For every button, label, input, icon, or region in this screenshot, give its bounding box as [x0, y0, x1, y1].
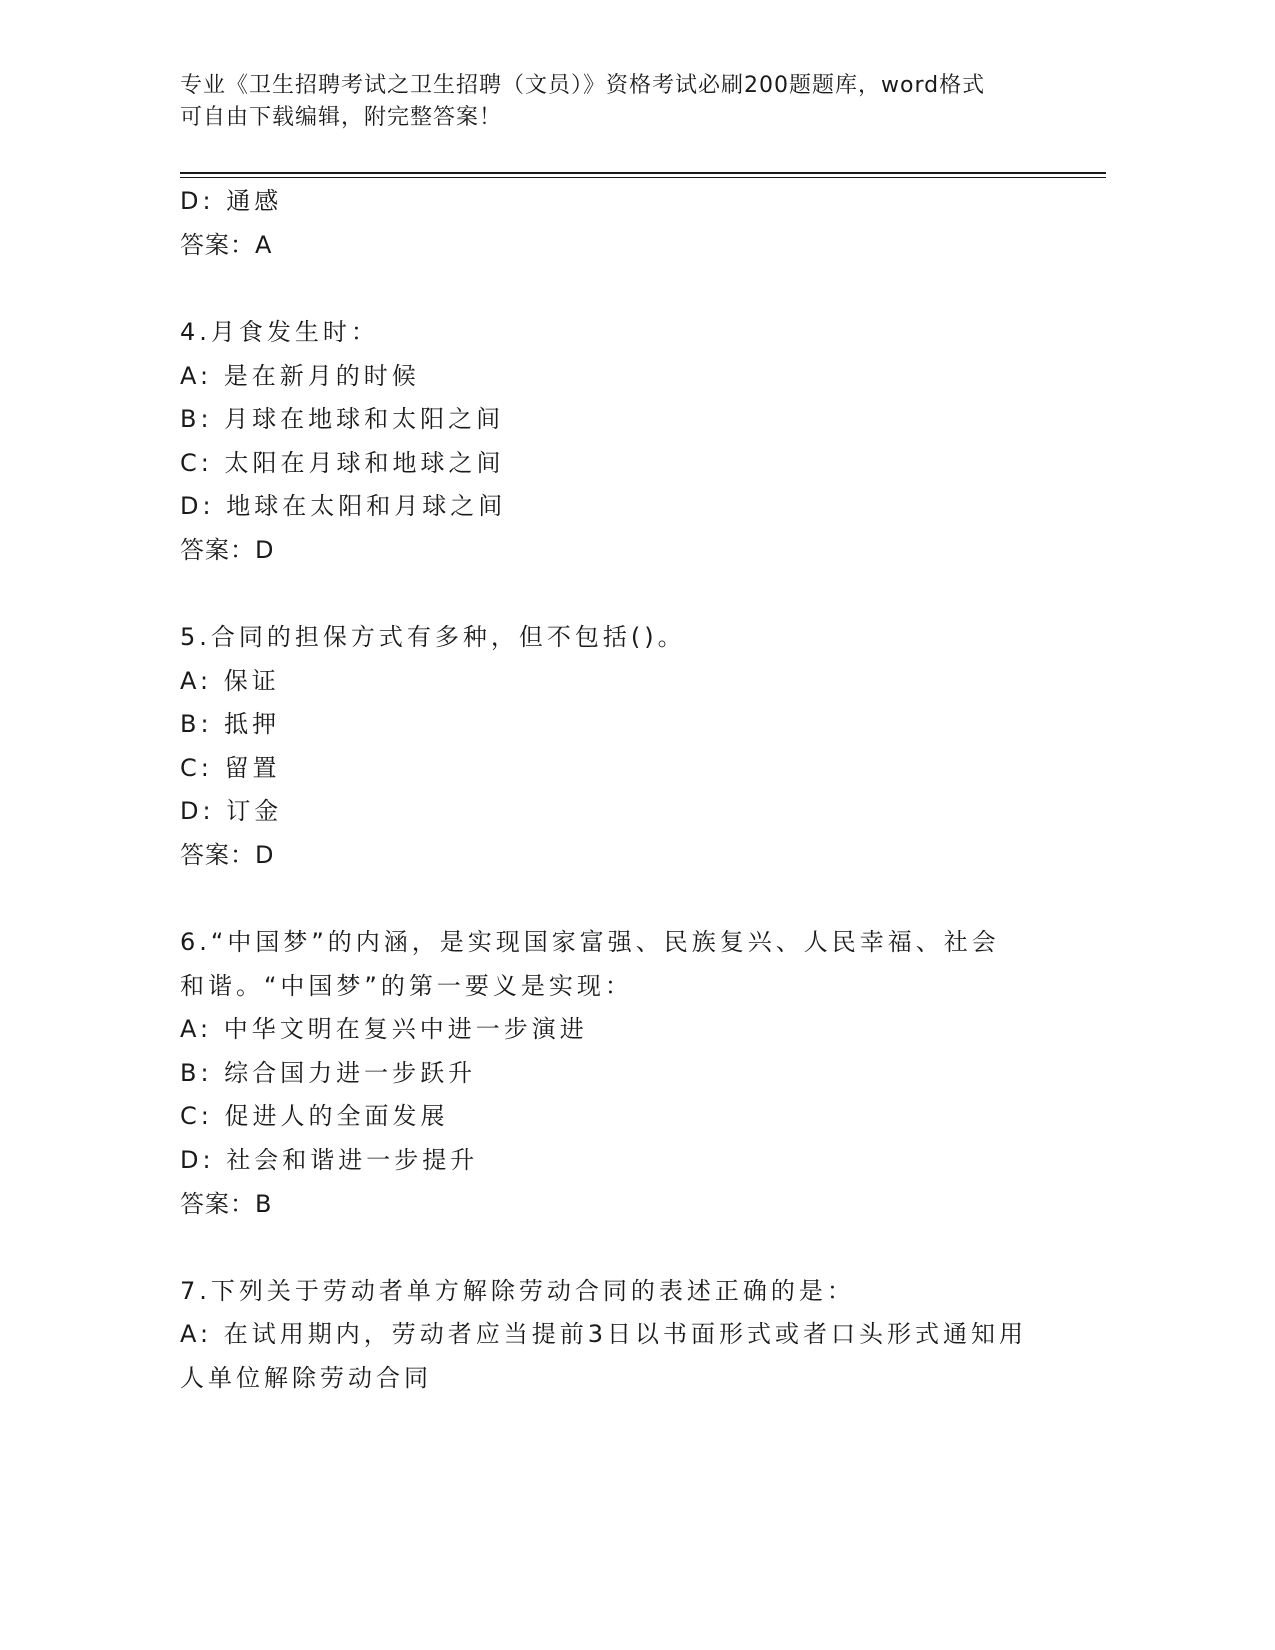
q6-option-b: B: 综合国力进一步跃升 — [180, 1059, 477, 1087]
header-line-2: 可自由下载编辑，附完整答案！ — [180, 105, 503, 130]
q6-option-d: D: 社会和谐进一步提升 — [180, 1146, 479, 1174]
q6-question-line-1: 6.“中国梦”的内涵，是实现国家富强、民族复兴、人民幸福、社会 — [180, 928, 1000, 956]
q3-option-d: D: 通感 — [180, 187, 283, 215]
q4-question: 4.月食发生时： — [180, 318, 379, 346]
q5-answer: 答案：D — [180, 841, 275, 869]
q6-question-line-2: 和谐。“中国梦”的第一要义是实现： — [180, 972, 633, 1000]
q7-option-a-line-1: A: 在试用期内，劳动者应当提前3日以书面形式或者口头形式通知用 — [180, 1320, 1027, 1348]
q3-answer: 答案：A — [180, 231, 273, 259]
q7-option-a-line-2: 人单位解除劳动合同 — [180, 1364, 432, 1392]
q5-option-a: A: 保证 — [180, 667, 280, 695]
header-line-1: 专业《卫生招聘考试之卫生招聘（文员）》资格考试必刷200题题库，word格式 — [180, 73, 986, 98]
q4-option-a: A: 是在新月的时候 — [180, 362, 420, 390]
q5-question: 5.合同的担保方式有多种，但不包括()。 — [180, 623, 686, 651]
q4-answer: 答案：D — [180, 536, 275, 564]
q4-option-d: D: 地球在太阳和月球之间 — [180, 492, 507, 520]
q4-option-c: C: 太阳在月球和地球之间 — [180, 449, 505, 477]
document-header — [180, 70, 1040, 134]
q5-option-b: B: 抵押 — [180, 710, 281, 738]
q6-option-c: C: 促进人的全面发展 — [180, 1102, 449, 1130]
q4-option-b: B: 月球在地球和太阳之间 — [180, 405, 505, 433]
header-divider-thick — [180, 172, 1106, 174]
q5-option-c: C: 留置 — [180, 754, 281, 782]
q6-option-a: A: 中华文明在复兴中进一步演进 — [180, 1015, 588, 1043]
q7-question: 7.下列关于劳动者单方解除劳动合同的表述正确的是： — [180, 1277, 855, 1305]
q5-option-d: D: 订金 — [180, 797, 283, 825]
header-divider-thin — [180, 177, 1106, 178]
q6-answer: 答案：B — [180, 1190, 273, 1218]
